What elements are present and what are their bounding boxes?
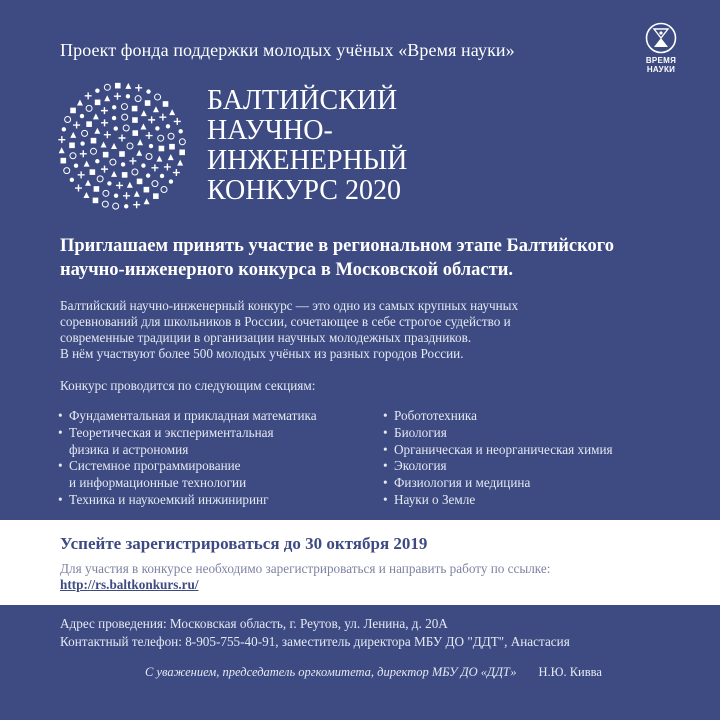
section-item [58,442,378,459]
emblem-glyph [148,116,155,123]
emblem-glyph [60,158,66,164]
vremya-nauki-logo [633,22,689,74]
emblem-glyph [134,191,140,197]
emblem-glyph [78,171,85,178]
emblem-glyph [77,99,83,105]
emblem-glyph [70,132,76,138]
emblem-glyph [152,181,158,187]
registration-deadline: Успейте зарегистрироваться до 30 октября 2019 [60,534,428,553]
emblem-glyph [102,201,108,207]
emblem-glyph [94,128,100,134]
emblem-glyph [166,124,170,128]
section-item [383,408,703,425]
emblem-glyph [70,108,76,114]
emblem-glyph [101,119,108,126]
science-symbols-emblem [56,80,188,212]
emblem-glyph [86,121,92,127]
section-item [58,408,378,425]
emblem-glyph [169,144,175,150]
emblem-glyph [75,185,82,192]
emblem-glyph [146,89,150,93]
bullet-icon: • [383,441,388,457]
emblem-glyph [179,150,185,156]
sections-list-left [58,408,378,509]
bullet-icon: • [58,491,63,507]
emblem-glyph [132,169,138,175]
logo-text-line-1: ВРЕМЯ [645,56,677,65]
emblem-glyph [158,135,164,141]
emblem-glyph [90,148,96,154]
section-item-label: Системное программирование [69,458,241,474]
emblem-glyph [159,114,166,121]
emblem-glyph [114,193,118,197]
emblem-glyph [95,100,101,106]
emblem-glyph [137,139,143,145]
section-item [58,458,378,475]
emblem-glyph [90,169,96,175]
emblem-glyph [107,181,111,185]
emblem-glyph [146,173,150,177]
emblem-glyph [169,109,175,115]
emblem-glyph [146,153,152,159]
emblem-glyph [163,101,169,107]
section-item [383,442,703,459]
emblem-glyph [80,141,84,145]
emblem-glyph [121,162,125,166]
bullet-icon: • [383,475,388,491]
signature-name: Н.Ю. Кивва [538,665,602,679]
section-item [383,475,703,492]
emblem-glyph [93,198,99,204]
bullet-icon: • [383,424,388,440]
emblem-glyph [97,176,103,182]
section-item [383,492,703,509]
emblem-glyph [159,146,165,152]
emblem-glyph [153,106,159,112]
emblem-glyph [80,114,84,118]
emblem-glyph [70,178,74,182]
emblem-glyph [103,152,109,158]
section-item-label: Теоретическая и экспериментальная [69,424,274,440]
section-item [58,492,378,509]
emblem-glyph [122,172,128,178]
emblem-glyph [161,187,167,193]
emblem-glyph [116,182,123,189]
emblem-glyph [95,159,99,163]
emblem-glyph [168,154,174,160]
intro-line: соревнований для школьников в России, сочетающее в себе строгое судейство и [60,314,511,329]
bullet-icon: • [383,458,388,474]
emblem-glyph [124,204,128,208]
emblem-glyph [111,143,117,149]
bullet-icon: • [383,408,388,423]
section-item-label: и информационные технологии [69,475,247,491]
emblem-glyph [80,150,87,157]
emblem-glyph [95,89,99,93]
section-item [58,425,378,442]
invitation-heading: Приглашаем принять участие в региональном этапе Балтийского научно-инженерного конкурса в Московской области. [60,236,614,280]
emblem-glyph [101,166,108,173]
signature-text: С уважением, председатель оргкомитета, директор МБУ ДО «ДДТ» [145,665,517,679]
emblem-glyph [177,160,183,166]
section-item-label: Робототехника [394,408,477,423]
emblem-glyph [135,84,142,91]
emblem-glyph [104,84,110,90]
emblem-glyph [119,151,125,157]
contest-title-line: БАЛТИЙСКИЙ [207,85,398,116]
emblem-glyph [179,139,185,145]
emblem-glyph [132,117,138,123]
sections-list-right [383,408,703,509]
venue-address: Адрес проведения: Московская область, г. Реутов, ул. Ленина, д. 20А [60,616,448,631]
emblem-glyph [64,168,70,174]
emblem-glyph [144,198,150,204]
emblem-glyph [83,192,89,198]
emblem-glyph [135,96,141,102]
emblem-glyph [174,118,181,125]
emblem-glyph [123,125,129,131]
emblem-glyph [70,153,76,159]
emblem-glyph [110,159,116,165]
bullet-icon: • [58,458,63,474]
emblem-glyph [141,110,147,116]
emblem-glyph [111,171,117,177]
emblem-glyph [62,127,66,131]
section-item [383,425,703,442]
emblem-glyph [121,104,127,110]
emblem-glyph [156,156,162,162]
emblem-glyph [132,106,138,112]
bullet-icon: • [383,491,388,507]
section-item-label: Науки о Земле [394,491,476,507]
emblem-glyph [153,193,159,199]
emblem-glyph [113,203,119,209]
emblem-glyph [114,126,118,130]
emblem-glyph [160,174,164,178]
section-item-label: Физиология и медицина [394,475,531,491]
intro-line: современные традиции в организации научных молодежных праздников. [60,330,472,345]
intro-line: В нём участвуют более 500 молодых учёных из разных городов России. [60,346,464,361]
emblem-glyph [127,182,133,188]
emblem-glyph [155,94,161,100]
registration-link[interactable]: http://rs.baltkonkurs.ru/ [60,577,199,592]
emblem-glyph [129,157,136,164]
emblem-glyph [82,130,88,136]
registration-note: Для участия в конкурсе необходимо зарегистрироваться и направить работу по ссылке: [60,561,551,576]
emblem-glyph [94,186,100,192]
emblem-glyph [119,135,126,142]
emblem-glyph [112,116,116,120]
section-item-label: Фундаментальная и прикладная математика [69,408,317,423]
emblem-glyph [125,83,131,89]
section-item-label: физика и астрономия [69,441,189,457]
emblem-glyph [141,163,145,167]
emblem-glyph [59,147,65,153]
section-item [58,475,378,492]
emblem-glyph [155,126,159,130]
emblem-glyph [173,169,180,176]
emblem-glyph [69,143,75,149]
emblem-glyph [73,122,80,129]
emblem-glyph [132,130,138,136]
emblem-glyph [101,141,107,147]
intro-paragraph [60,298,680,362]
section-item [383,458,703,475]
emblem-glyph [126,94,130,98]
emblem-glyph [137,179,143,185]
contest-title [207,86,467,206]
emblem-glyph [104,95,110,101]
emblem-glyph [136,150,142,156]
contact-phone: Контактный телефон: 8-905-755-40-91, заместитель директора МБУ ДО "ДДТ", Анастасия [60,634,570,649]
emblem-glyph [123,192,130,199]
bullet-icon: • [58,408,63,423]
emblem-glyph [144,187,150,193]
sections-header: Конкурс проводится по следующим секциям: [60,378,316,393]
emblem-glyph [86,105,92,111]
emblem-glyph [93,113,99,119]
emblem-glyph [58,136,65,143]
emblem-glyph [149,144,153,148]
project-title: Проект фонда поддержки молодых учёных «Время науки» [60,40,515,60]
section-item-label: Техника и наукоемкий инжиниринг [69,491,269,507]
emblem-glyph [74,163,78,167]
emblem-glyph [122,114,128,120]
intro-line: Балтийский научно-инженерный конкурс — это одно из самых крупных научных [60,298,519,313]
logo-text-line-2: НАУКИ [646,65,676,74]
emblem-glyph [103,190,109,196]
emblem-glyph [114,93,121,100]
emblem-glyph [164,163,171,170]
emblem-glyph [179,129,183,133]
emblem-glyph [65,116,71,122]
emblem-glyph [84,161,90,167]
emblem-glyph [145,100,151,106]
emblem-glyph [133,201,140,208]
section-item-label: Экология [394,458,447,474]
emblem-glyph [85,180,91,186]
emblem-glyph [104,131,111,138]
emblem-glyph [146,132,153,139]
contest-title-line: ИНЖЕНЕРНЫЙ [207,145,408,176]
contest-title-line: НАУЧНО- [207,115,333,146]
emblem-glyph [140,123,146,129]
emblem-glyph [115,83,121,89]
bullet-icon: • [58,424,63,440]
emblem-glyph [127,143,133,149]
emblem-glyph [112,105,116,109]
section-item-label: Биология [394,424,447,440]
section-item-label: Органическая и неорганическая химия [394,441,613,457]
emblem-glyph [168,133,174,139]
contest-title-line: КОНКУРС 2020 [207,175,401,206]
emblem-glyph [85,92,92,99]
emblem-glyph [91,138,97,144]
emblem-glyph [101,107,108,114]
emblem-glyph [151,164,158,171]
signature [145,665,602,680]
hourglass-figure-icon [645,22,677,54]
emblem-glyph [169,179,173,183]
